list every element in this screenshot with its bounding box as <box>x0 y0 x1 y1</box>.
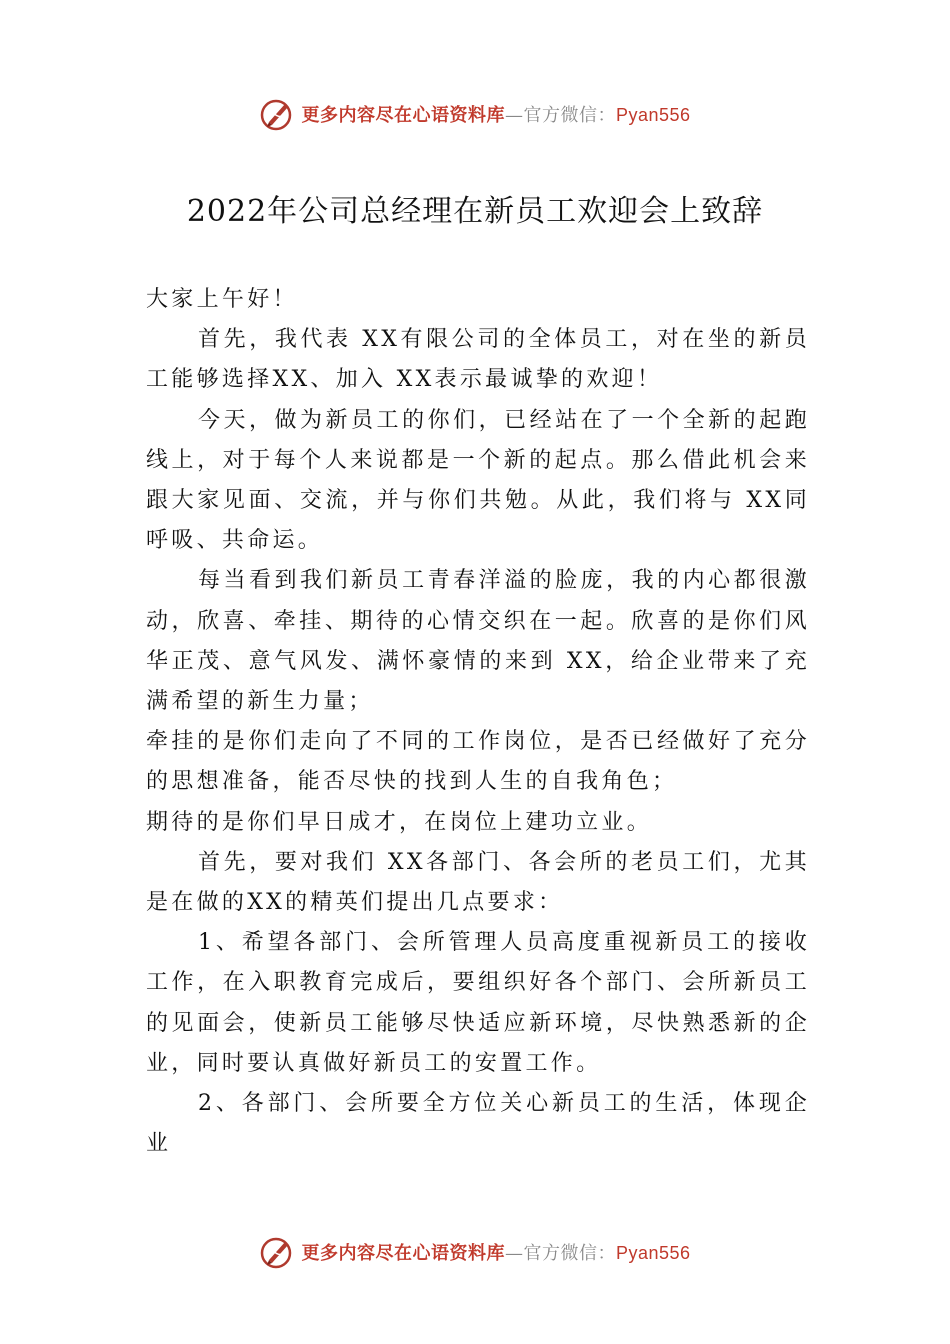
paragraph-3: 今天，做为新员工的你们，已经站在了一个全新的起跑线上，对于每个人来说都是一个新的起点。那么借此机会来跟大家见面、交流，并与你们共勉。从此，我们将与 XX同呼吸、共命运。 <box>146 407 810 554</box>
banner-library-name: 更多内容尽在心语资料库 <box>301 105 505 126</box>
paragraph-7: 首先，要对我们 XX各部门、各会所的老员工们，尤其是在做的XX的精英们提出几点要求： <box>146 849 810 916</box>
document-body <box>146 280 810 1164</box>
pen-logo-icon <box>259 1234 295 1270</box>
banner-wechat-label: 官方微信： <box>523 105 616 126</box>
banner-dash: — <box>504 105 524 126</box>
banner-wechat-id: Pyan556 <box>615 105 691 125</box>
pen-logo-icon <box>259 96 295 132</box>
banner-wechat-label: 官方微信： <box>523 1243 616 1264</box>
footer-banner <box>0 1232 950 1272</box>
paragraph-5: 牵挂的是你们走向了不同的工作岗位，是否已经做好了充分的思想准备，能否尽快的找到人生的自我角色； <box>146 729 810 795</box>
paragraph-1: 大家上午好！ <box>146 287 298 312</box>
page-title: 2022年公司总经理在新员工欢迎会上致辞 <box>186 194 764 229</box>
paragraph-8: 1、希望各部门、会所管理人员高度重视新员工的接收工作，在入职教育完成后，要组织好各个部门、会所新员工的见面会，使新员工能够尽快适应新环境，尽快熟悉新的企业，同时要认真做好新员工的安置工作。 <box>146 930 810 1076</box>
banner-library-name: 更多内容尽在心语资料库 <box>301 1243 505 1264</box>
paragraph-2: 首先，我代表 XX有限公司的全体员工，对在坐的新员工能够选择XX、加入 XX表示最诚挚的欢迎！ <box>146 327 810 393</box>
banner-text <box>301 101 690 127</box>
banner-wechat-id: Pyan556 <box>615 1243 691 1263</box>
banner-text <box>301 1239 690 1265</box>
paragraph-4: 每当看到我们新员工青春洋溢的脸庞，我的内心都很激动，欣喜、牵挂、期待的心情交织在一起。欣喜的是你们风华正茂、意气风发、满怀豪情的来到 XX，给企业带来了充满希望的新生力量； <box>146 568 810 715</box>
paragraph-6: 期待的是你们早日成才，在岗位上建功立业。 <box>146 809 653 835</box>
header-banner <box>0 94 950 134</box>
banner-dash: — <box>504 1243 524 1264</box>
paragraph-9: 2、各部门、会所要全方位关心新员工的生活，体现企业 <box>146 1091 810 1157</box>
